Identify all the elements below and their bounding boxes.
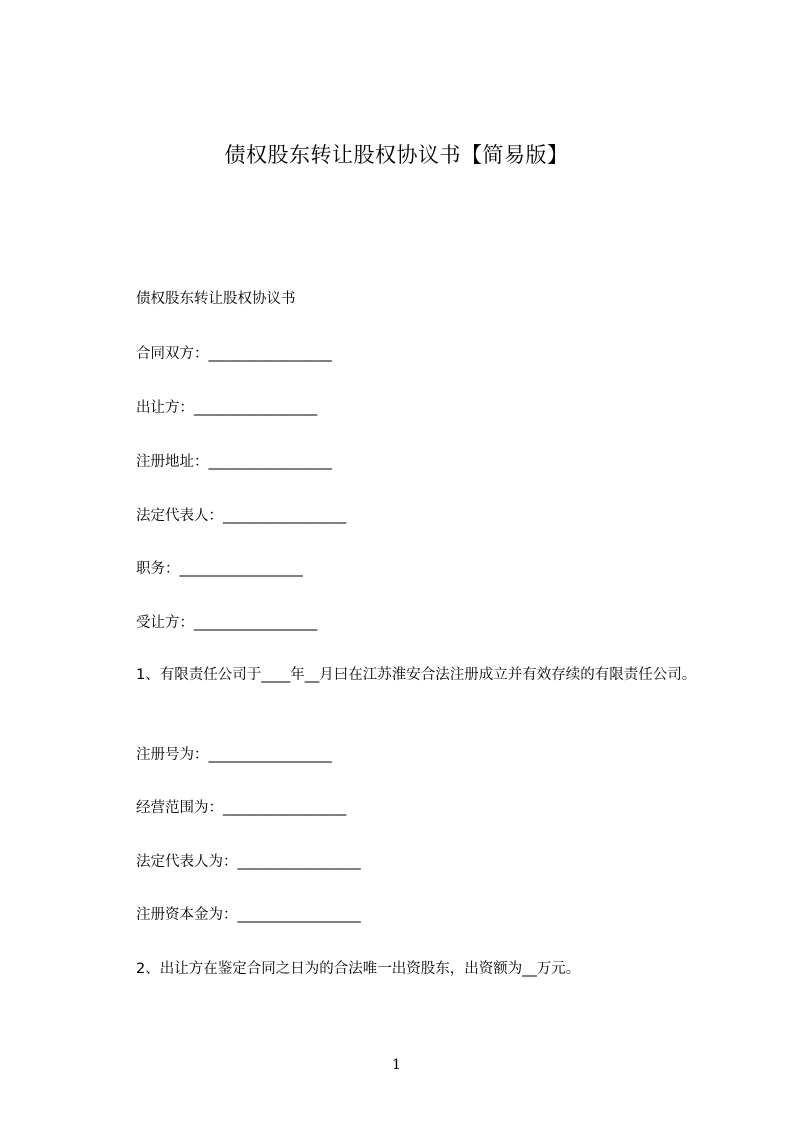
position-line: 职务：_________________: [136, 561, 303, 577]
business-scope-line: 经营范围为：_________________: [136, 800, 347, 816]
registered-address-line: 注册地址：_________________: [136, 454, 332, 470]
document-title: 债权股东转让股权协议书【简易版】: [224, 143, 569, 167]
clause-1-paragraph: 1、有限责任公司于____年__月曰在江苏淮安合法注册成立并有效存续的有限责任公司。: [136, 667, 697, 683]
registration-number-line: 注册号为：_________________: [136, 747, 332, 763]
agreement-heading: 债权股东转让股权协议书: [136, 291, 296, 307]
clause-2-paragraph: 2、出让方在鉴定合同之日为的合法唯一出资股东，出资额为__万元。: [136, 961, 581, 977]
transferee-line: 受让方：_________________: [136, 615, 318, 631]
transferor-line: 出让方：_________________: [136, 400, 318, 416]
page-number: 1: [392, 1057, 401, 1073]
legal-representative-line: 法定代表人：_________________: [136, 508, 347, 524]
registered-capital-line: 注册资本金为：_________________: [136, 907, 361, 923]
company-legal-representative-line: 法定代表人为：_________________: [136, 854, 361, 870]
contract-parties-line: 合同双方：_________________: [136, 346, 332, 362]
